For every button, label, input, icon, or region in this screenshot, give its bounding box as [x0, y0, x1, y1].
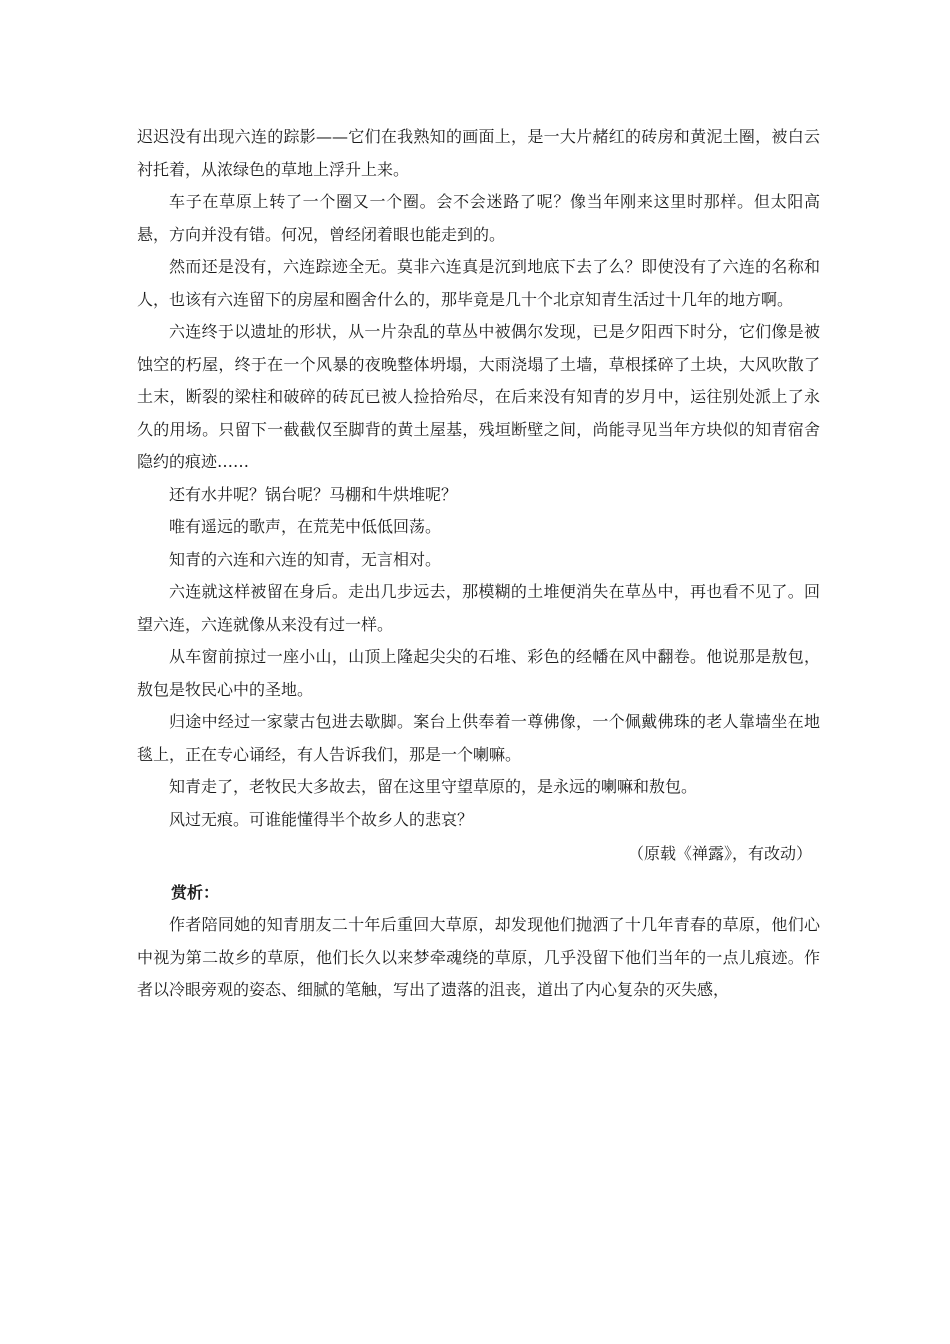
analysis-heading: 赏析： [171, 882, 220, 902]
source-note: （原载《禅露》，有改动） [627, 844, 812, 863]
paragraph-10: 归途中经过一家蒙古包进去歇脚。案台上供奉着一尊佛像，一个佩戴佛珠的老人靠墙坐在地毯上，正在专心诵经，有人告诉我们，那是一个喇嘛。 [137, 712, 820, 764]
paragraph-1: 迟迟没有出现六连的踪影——它们在我熟知的画面上，是一大片赭红的砖房和黄泥土圈，被白云衬托着，从浓绿色的草地上浮升上来。 [137, 127, 820, 179]
paragraph-11: 知青走了，老牧民大多故去，留在这里守望草原的，是永远的喇嘛和敖包。 [169, 777, 698, 796]
paragraph-4: 六连终于以遗址的形状，从一片杂乱的草丛中被偶尔发现，已是夕阳西下时分，它们像是被蚀空的朽屋，终于在一个风暴的夜晚整体坍塌，大雨浇塌了土墙，草根揉碎了土块，大风吹散了土末，断裂的梁柱和破碎的砖瓦已被人捡拾殆尽，在后来没有知青的岁月中，运往别处派上了永久的用场。只留下一截截仅至脚背的黄土屋基，残垣断壁之间，尚能寻见当年方块似的知青宿舍隐约的痕迹…… [137, 322, 820, 471]
paragraph-7: 知青的六连和六连的知青，无言相对。 [169, 549, 442, 569]
paragraph-12: 风过无痕。可谁能懂得半个故乡人的悲哀？ [169, 809, 474, 829]
analysis-paragraph: 作者陪同她的知青朋友二十年后重回大草原，却发现他们抛洒了十几年青春的草原，他们心中视为第二故乡的草原，他们长久以来梦牵魂绕的草原，几乎没留下他们当年的一点儿痕迹。作者以冷眼旁观的姿态、细腻的笔触，写出了遗落的沮丧，道出了内心复杂的灭失感， [137, 915, 820, 999]
paragraph-8: 六连就这样被留在身后。走出几步远去，那模糊的土堆便消失在草丛中，再也看不见了。回望六连，六连就像从来没有过一样。 [137, 582, 820, 634]
paragraph-5: 还有水井呢？锅台呢？马棚和牛烘堆呢？ [169, 484, 458, 504]
document-body [137, 121, 820, 1007]
paragraph-2: 车子在草原上转了一个圈又一个圈。会不会迷路了呢？像当年刚来这里时那样。但太阳高悬，方向并没有错。何况，曾经闭着眼也能走到的。 [137, 192, 820, 244]
paragraph-6: 唯有遥远的歌声，在荒芜中低低回荡。 [169, 517, 442, 536]
paragraph-9: 从车窗前掠过一座小山，山顶上隆起尖尖的石堆、彩色的经幡在风中翻卷。他说那是敖包，敖包是牧民心中的圣地。 [137, 647, 820, 699]
paragraph-3: 然而还是没有，六连踪迹全无。莫非六连真是沉到地底下去了么？即使没有了六连的名称和人，也该有六连留下的房屋和圈舍什么的，那毕竟是几十个北京知青生活过十几年的地方啊。 [137, 257, 820, 309]
